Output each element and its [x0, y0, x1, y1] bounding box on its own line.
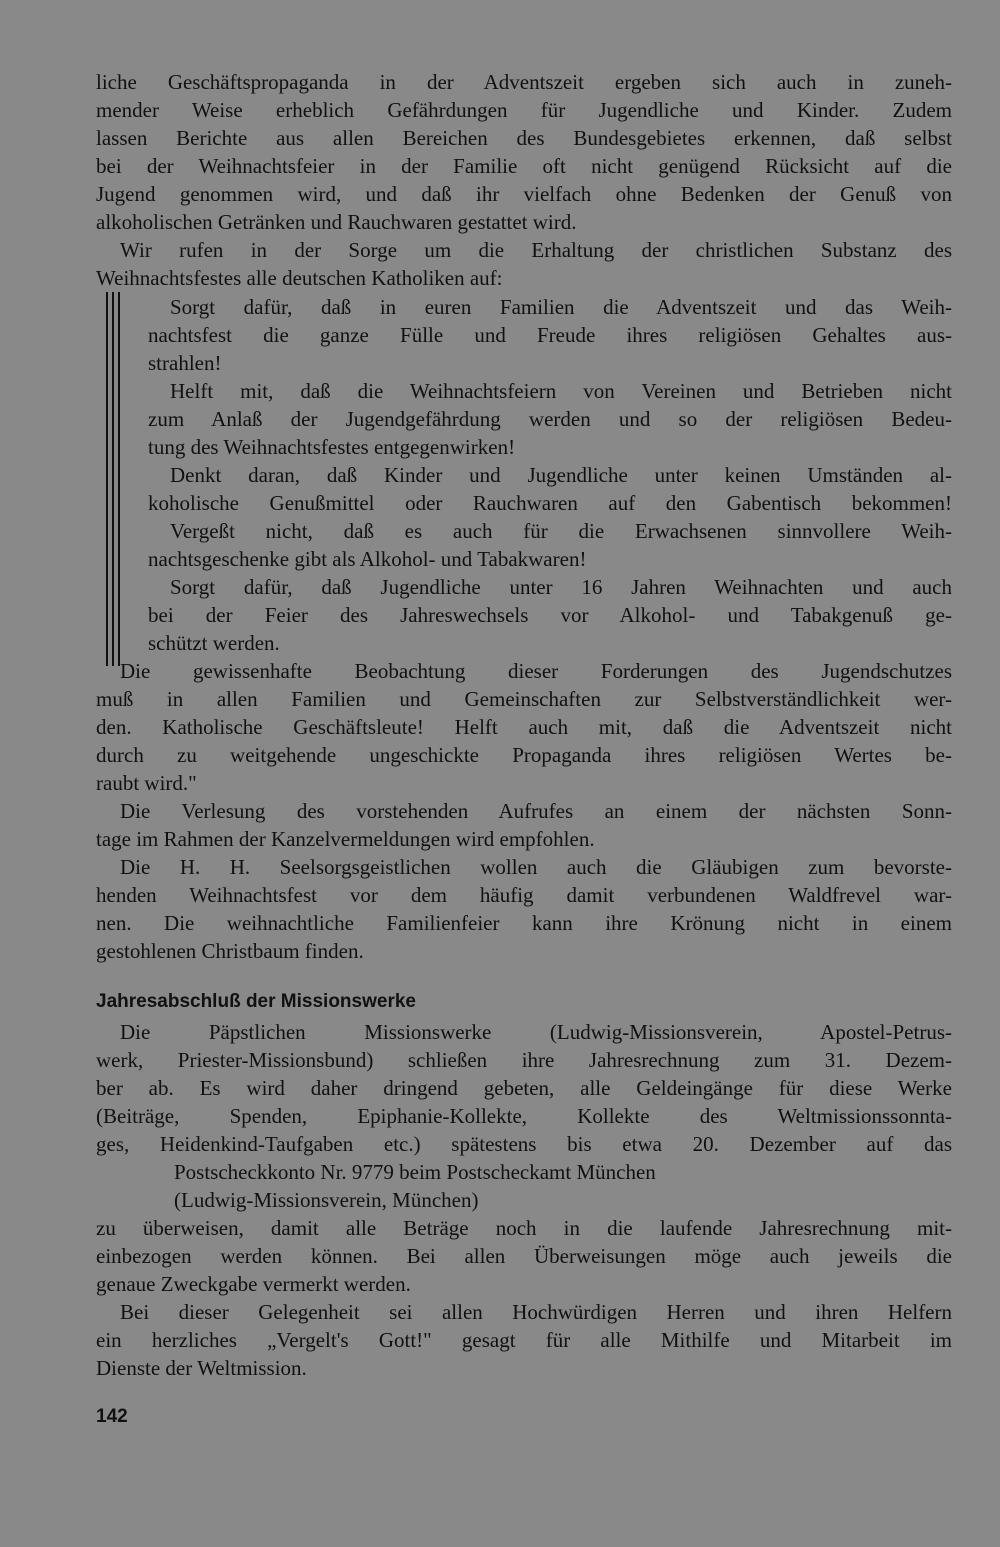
- text-line: koholische Genußmittel oder Rauchwaren auf den Gabentisch bekommen!: [148, 491, 952, 515]
- text-line: tung des Weihnachtsfestes entgegenwirken!: [148, 435, 516, 459]
- text-line: Die gewissenhafte Beobachtung dieser Forderungen des Jugendschutzes: [120, 659, 952, 683]
- text-line: durch zu weitgehende ungeschickte Propaganda ihres religiösen Wertes be-: [96, 743, 952, 767]
- text-line: Die Päpstlichen Missionswerke (Ludwig-Missionsverein, Apostel-Petrus-: [120, 1020, 952, 1044]
- text-line: schützt werden.: [148, 631, 280, 655]
- text-line: liche Geschäftspropaganda in der Adventszeit ergeben sich auch in zuneh-: [96, 70, 952, 94]
- text-line: Wir rufen in der Sorge um die Erhaltung der christlichen Substanz des: [120, 238, 952, 262]
- text-line: alkoholischen Getränken und Rauchwaren gestattet wird.: [96, 210, 577, 234]
- text-line: nachtsfest die ganze Fülle und Freude ihres religiösen Gehaltes aus-: [148, 323, 952, 347]
- text-line: Vergeßt nicht, daß es auch für die Erwachsenen sinnvollere Weih-: [170, 519, 952, 543]
- text-line: 142: [96, 1406, 128, 1427]
- text-line: ein herzliches „Vergelt's Gott!" gesagt für alle Mithilfe und Mitarbeit im: [96, 1328, 952, 1352]
- text-line: Sorgt dafür, daß in euren Familien die Adventszeit und das Weih-: [170, 295, 952, 319]
- margin-rule: [118, 292, 120, 666]
- text-line: henden Weihnachtsfest vor dem häufig damit verbundenen Waldfrevel war-: [96, 883, 952, 907]
- text-line: ber ab. Es wird daher dringend gebeten, alle Geldeingänge für diese Werke: [96, 1076, 952, 1100]
- text-line: muß in allen Familien und Gemeinschaften zur Selbstverständlichkeit wer-: [96, 687, 952, 711]
- text-line: zu überweisen, damit alle Beträge noch in die laufende Jahresrechnung mit-: [96, 1216, 952, 1240]
- text-line: Dienste der Weltmission.: [96, 1356, 307, 1380]
- text-line: Postscheckkonto Nr. 9779 beim Postscheckamt München: [174, 1160, 656, 1184]
- text-line: Sorgt dafür, daß Jugendliche unter 16 Jahren Weihnachten und auch: [170, 575, 952, 599]
- text-line: Jugend genommen wird, und daß ihr vielfach ohne Bedenken der Genuß von: [96, 182, 952, 206]
- text-line: bei der Feier des Jahreswechsels vor Alkohol- und Tabakgenuß ge-: [148, 603, 952, 627]
- text-line: werk, Priester-Missionsbund) schließen ihre Jahresrechnung zum 31. Dezem-: [96, 1048, 952, 1072]
- text-line: genaue Zweckgabe vermerkt werden.: [96, 1272, 411, 1296]
- text-line: gestohlenen Christbaum finden.: [96, 939, 364, 963]
- text-line: mender Weise erheblich Gefährdungen für Jugendliche und Kinder. Zudem: [96, 98, 952, 122]
- text-line: raubt wird.": [96, 771, 197, 795]
- text-line: lassen Berichte aus allen Bereichen des Bundesgebietes erkennen, daß selbst: [96, 126, 952, 150]
- text-line: Bei dieser Gelegenheit sei allen Hochwürdigen Herren und ihren Helfern: [120, 1300, 952, 1324]
- text-line: (Beiträge, Spenden, Epiphanie-Kollekte, Kollekte des Weltmissionssonnta-: [96, 1104, 952, 1128]
- text-line: nachtsgeschenke gibt als Alkohol- und Tabakwaren!: [148, 547, 587, 571]
- text-line: strahlen!: [148, 351, 222, 375]
- text-line: Weihnachtsfestes alle deutschen Katholiken auf:: [96, 266, 503, 290]
- text-line: Jahresabschluß der Missionswerke: [96, 991, 416, 1012]
- text-line: ges, Heidenkind-Taufgaben etc.) spätestens bis etwa 20. Dezember auf das: [96, 1132, 952, 1156]
- text-line: den. Katholische Geschäftsleute! Helft auch mit, daß die Adventszeit nicht: [96, 715, 952, 739]
- text-line: Denkt daran, daß Kinder und Jugendliche unter keinen Umständen al-: [170, 463, 952, 487]
- text-line: (Ludwig-Missionsverein, München): [174, 1188, 479, 1212]
- text-line: Helft mit, daß die Weihnachtsfeiern von Vereinen und Betrieben nicht: [170, 379, 952, 403]
- text-line: einbezogen werden können. Bei allen Überweisungen möge auch jeweils die: [96, 1244, 952, 1268]
- text-line: Die Verlesung des vorstehenden Aufrufes an einem der nächsten Sonn-: [120, 799, 952, 823]
- text-line: tage im Rahmen der Kanzelvermeldungen wird empfohlen.: [96, 827, 595, 851]
- text-line: bei der Weihnachtsfeier in der Familie oft nicht genügend Rücksicht auf die: [96, 154, 952, 178]
- text-line: Die H. H. Seelsorgsgeistlichen wollen auch die Gläubigen zum bevorste-: [120, 855, 952, 879]
- text-line: zum Anlaß der Jugendgefährdung werden und so der religiösen Bedeu-: [148, 407, 952, 431]
- text-line: nen. Die weihnachtliche Familienfeier kann ihre Krönung nicht in einem: [96, 911, 952, 935]
